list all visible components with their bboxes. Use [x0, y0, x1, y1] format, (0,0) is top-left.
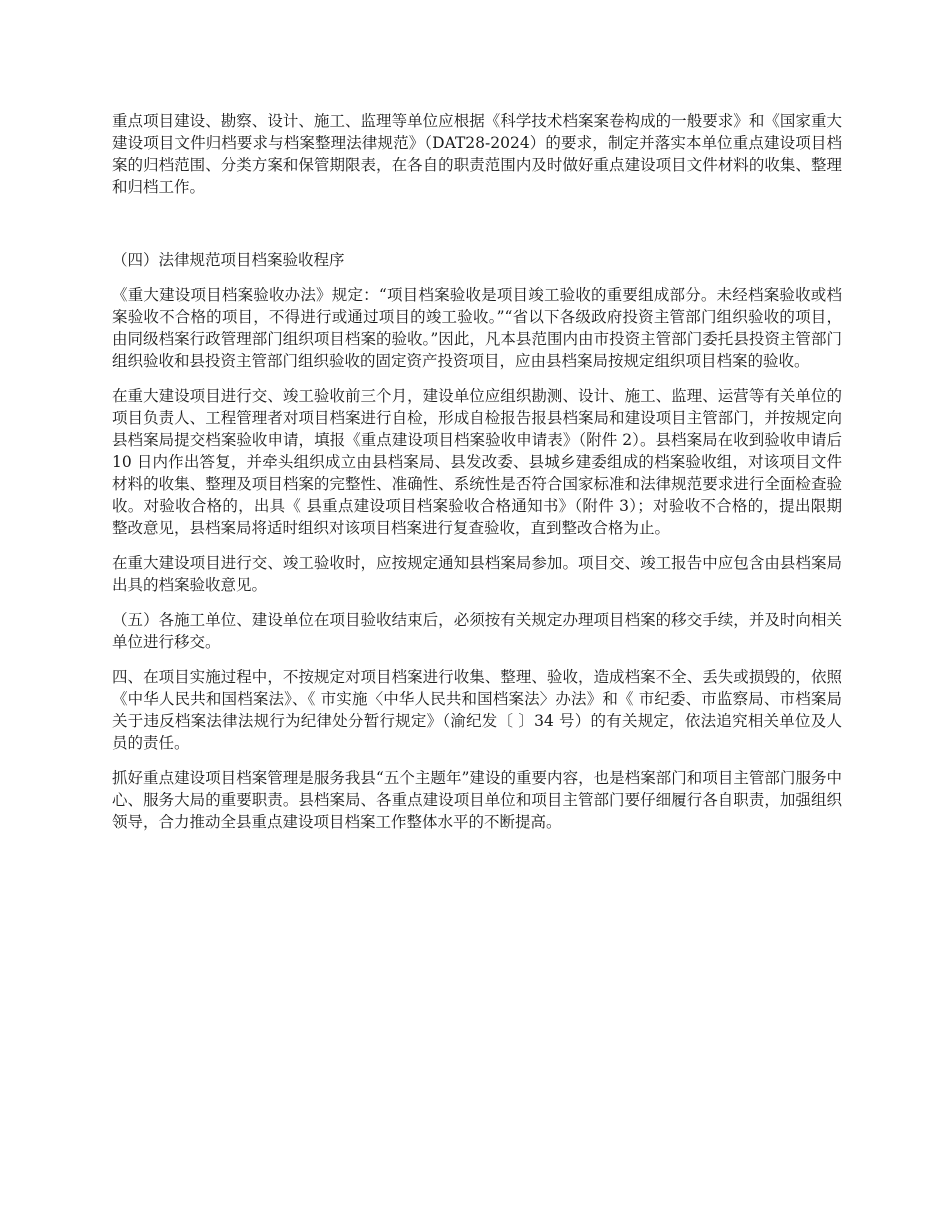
paragraph-archive-transfer: （五）各施工单位、建设单位在项目验收结束后，必须按有关规定办理项目档案的移交手续，并及时向相关单位进行移交。: [112, 611, 842, 651]
document-body: [112, 110, 842, 846]
paragraph-self-inspection-procedure: 在重大建设项目进行交、竣工验收前三个月，建设单位应组织勘测、设计、施工、监理、运营等有关单位的项目负责人、工程管理者对项目档案进行自检，形成自检报告报县档案局和建设项目主管部门，并按规定向县档案局提交档案验收申请，填报《重点建设项目档案验收申请表》（附件 2）。县档案局在收到验收申请后 10 日内作出答复，并牵头组织成立由县档案局、县发改委、县城乡建委组成的档案验收组，对该项目文件材料的收集、整理及项目档案的完整性、准确性、系统性是否符合国家标准和法律规范要求进行全面检查验收。对验收合格的，出具《 县重点建设项目档案验收合格通知书》（附件 3）；对验收不合格的，提出限期整改意见，县档案局将适时组织对该项目档案进行复查验收，直到整改合格为止。: [112, 387, 842, 537]
section-heading-acceptance-procedure: （四）法律规范项目档案验收程序: [112, 251, 345, 269]
paragraph-liability: 四、在项目实施过程中，不按规定对项目档案进行收集、整理、验收，造成档案不全、丢失或损毁的，依照《中华人民共和国档案法》、《 市实施〈中华人民共和国档案法〉办法》和《 市纪委、市监察局、市档案局关于违反档案法律法规行为纪律处分暂行规定》（渝纪发〔 〕34 号）的有关规定，依法追究相关单位及人员的责任。: [112, 668, 842, 752]
paragraph-acceptance-regulation: 《重大建设项目档案验收办法》规定：“项目档案验收是项目竣工验收的重要组成部分。未经档案验收或档案验收不合格的项目，不得进行或通过项目的竣工验收。”“省以下各级政府投资主管部门组织验收的项目，由同级档案行政管理部门组织项目档案的验收。”因此，凡本县范围内由市投资主管部门委托县投资主管部门组织验收和县投资主管部门组织验收的固定资产投资项目，应由县档案局按规定组织项目档案的验收。: [112, 286, 842, 370]
section-gap: [112, 211, 842, 249]
paragraph-archiving-requirements: 重点项目建设、勘察、设计、施工、监理等单位应根据《科学技术档案案卷构成的一般要求》和《国家重大建设项目文件归档要求与档案整理法律规范》（DAT28-2024）的要求，制定并落实本单位重点建设项目档案的归档范围、分类方案和保管期限表，在各自的职责范围内及时做好重点建设项目文件材料的收集、整理和归档工作。: [112, 112, 842, 196]
paragraph-conclusion: 抓好重点建设项目档案管理是服务我县“五个主题年”建设的重要内容，也是档案部门和项目主管部门服务中心、服务大局的重要职责。县档案局、各重点建设项目单位和项目主管部门要仔细履行各自职责，加强组织领导，合力推动全县重点建设项目档案工作整体水平的不断提高。: [112, 769, 842, 831]
paragraph-completion-notification: 在重大建设项目进行交、竣工验收时，应按规定通知县档案局参加。项目交、竣工报告中应包含由县档案局出具的档案验收意见。: [112, 554, 842, 594]
